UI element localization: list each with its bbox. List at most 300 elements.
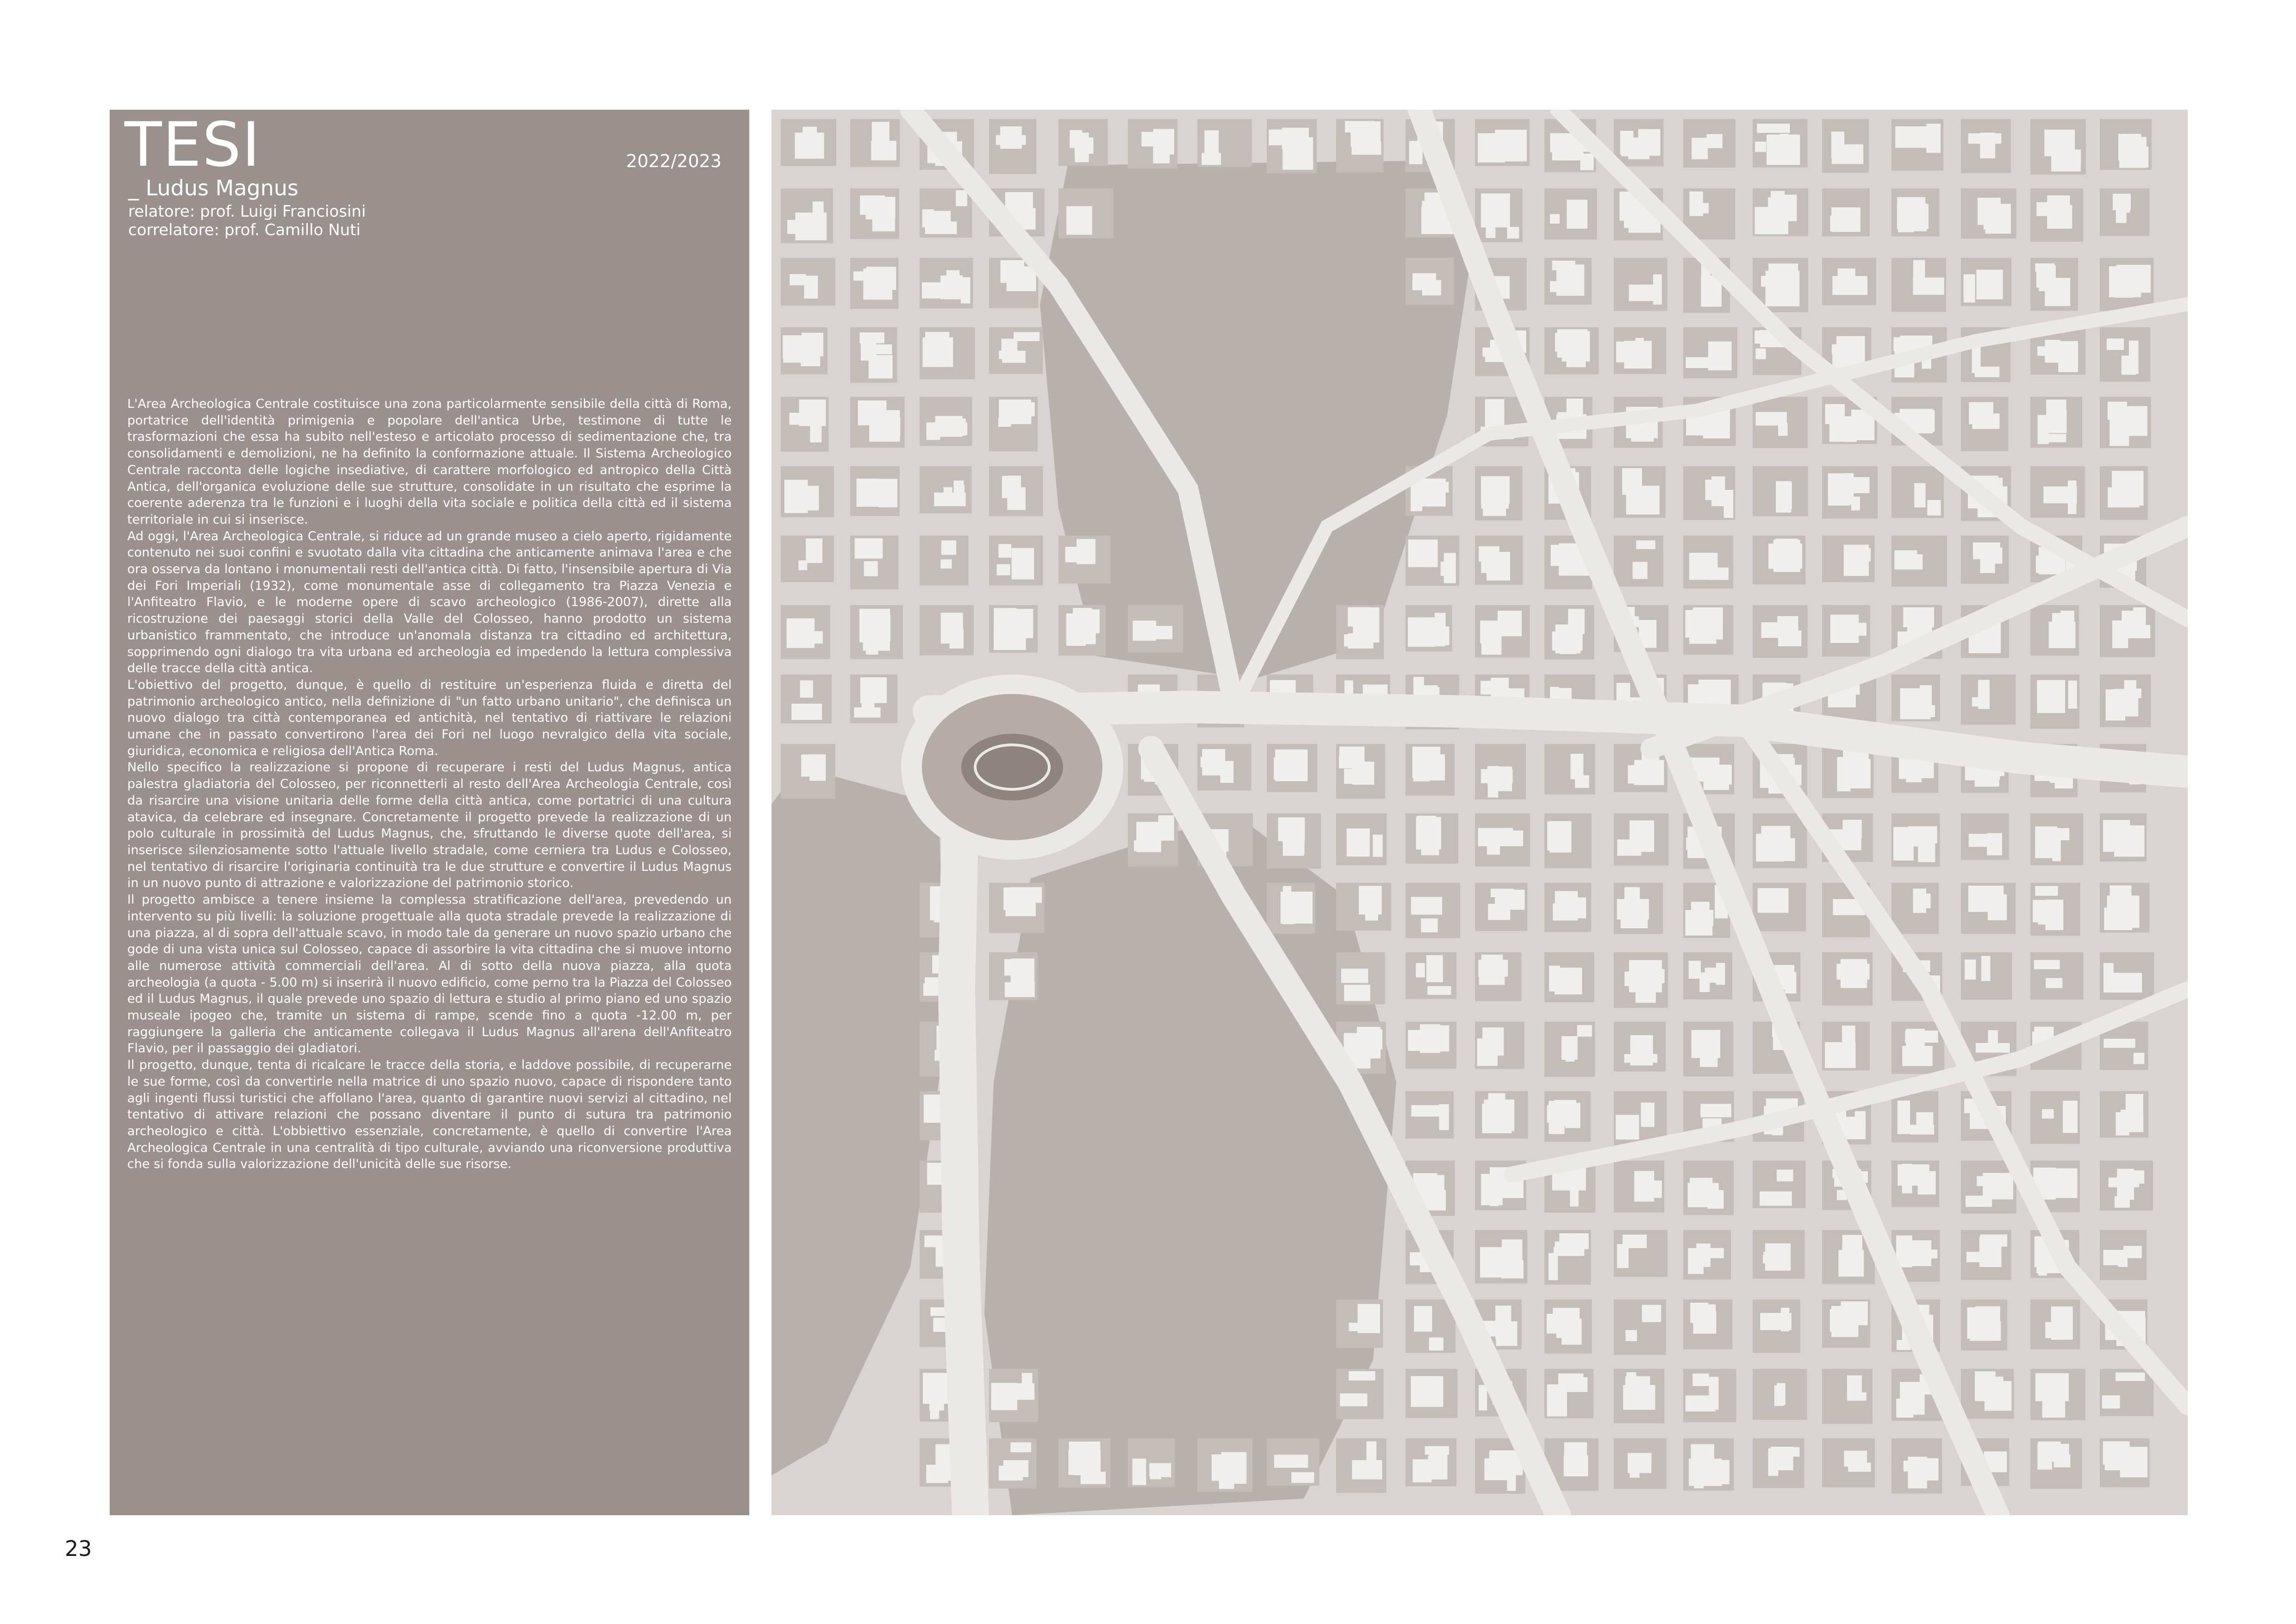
building-footprint xyxy=(1134,840,1157,851)
building-footprint xyxy=(872,217,895,231)
building-footprint xyxy=(2102,1395,2120,1408)
building-footprint xyxy=(1481,769,1513,783)
building-footprint xyxy=(1496,194,1506,215)
building-footprint xyxy=(927,423,940,440)
building-footprint xyxy=(790,274,806,285)
building-footprint xyxy=(2106,689,2125,720)
building-footprint xyxy=(1832,276,1867,295)
building-footprint xyxy=(871,141,896,160)
building-footprint xyxy=(1274,757,1304,780)
thesis-title: TESI xyxy=(124,109,261,181)
building-footprint xyxy=(925,332,949,357)
building-footprint xyxy=(2104,907,2132,930)
site-map xyxy=(772,110,2188,1515)
building-footprint xyxy=(997,564,1010,575)
building-footprint xyxy=(1416,963,1425,977)
building-footprint xyxy=(1617,899,1649,919)
building-footprint xyxy=(2046,978,2062,988)
building-footprint xyxy=(1482,1104,1512,1133)
building-footprint xyxy=(1507,1458,1516,1491)
building-footprint xyxy=(2117,885,2131,906)
building-footprint xyxy=(1768,543,1802,569)
body-paragraph: L'obiettivo del progetto, dunque, è quello di restituire un'esperienza fluida e diretta del patrimonio archeologico antico, nella definizione di "un fatto urbano unitario", che definisca un nuovo dialogo tra città contemporanea ed antichità, nel tentativo di riattivare le relazioni umane che in passato convertirono l'area dei Fori nel luogo nevralgico della vita sociale, giuridica, economica e religiosa dell'Antica Roma. xyxy=(127,677,732,758)
building-footprint xyxy=(2123,1246,2142,1258)
building-footprint xyxy=(1918,1171,1936,1195)
building-footprint xyxy=(1201,757,1220,767)
building-footprint xyxy=(1686,357,1708,368)
building-footprint xyxy=(1016,402,1035,416)
building-footprint xyxy=(1777,1383,1786,1405)
building-footprint xyxy=(1926,124,1941,153)
building-footprint xyxy=(1480,620,1499,643)
building-footprint xyxy=(866,624,878,655)
building-footprint xyxy=(1479,1385,1487,1411)
building-footprint xyxy=(1089,609,1100,633)
building-footprint xyxy=(861,342,876,361)
building-footprint xyxy=(1642,1305,1661,1322)
building-footprint xyxy=(1831,207,1860,232)
building-footprint xyxy=(804,276,818,299)
building-footprint xyxy=(1567,200,1587,229)
building-footprint xyxy=(1898,1100,1910,1134)
building-footprint xyxy=(1564,1455,1588,1476)
building-footprint xyxy=(1349,1371,1375,1380)
building-footprint xyxy=(2103,963,2114,993)
body-paragraph: Ad oggi, l'Area Archeologica Centrale, si riduce ad un grande museo a cielo aperto, rigidamente contenuto nei suoi confini e svuotato dalla vita cittadina che anticamente animava l'area e che ora osserva da lontano i monumentali resti dell'antica città. Di fatto, l'insensibile apertura di Via dei Fori Imperiali (1932), come monumentale asse di collegamento tra Piazza Venezia e l'Anfiteatro Flavio, e le moderne opere di scavo archeologico (1986-2007), dirette alla ricostruzione dei paesaggi storici della Valle del Colosseo, hanno prodotto un sistema urbanistico frammentato, che introduce un'anomala distanza tra cittadino ed architettura, sopprimendo ogni dialogo tra vita urbana ed archeologia ed impedendo la lettura complessiva delle tracce della città antica. xyxy=(127,529,732,676)
building-footprint xyxy=(1373,835,1382,857)
building-footprint xyxy=(1760,1313,1792,1330)
building-footprint xyxy=(1507,227,1519,238)
building-footprint xyxy=(1755,412,1786,425)
building-footprint xyxy=(1913,260,1925,281)
building-footprint xyxy=(2045,278,2070,306)
building-footprint xyxy=(1340,1393,1367,1406)
building-footprint xyxy=(2103,1039,2135,1048)
building-footprint xyxy=(991,1383,1017,1410)
building-footprint xyxy=(1481,194,1510,228)
building-footprint xyxy=(1282,128,1309,150)
building-footprint xyxy=(1010,1443,1031,1452)
building-footprint xyxy=(1411,897,1442,914)
building-footprint xyxy=(1981,956,1991,981)
building-footprint xyxy=(1757,124,1790,133)
building-footprint xyxy=(1616,1115,1639,1139)
building-footprint xyxy=(1685,910,1712,936)
building-footprint xyxy=(2110,973,2142,993)
building-footprint xyxy=(2037,1443,2052,1469)
building-footprint xyxy=(1495,130,1527,161)
building-footprint xyxy=(956,190,967,206)
building-footprint xyxy=(1478,960,1508,977)
building-footprint xyxy=(2116,1373,2145,1381)
building-footprint xyxy=(1688,1183,1719,1207)
building-footprint xyxy=(1653,275,1662,305)
building-footprint xyxy=(2115,406,2147,436)
building-footprint xyxy=(2048,205,2072,229)
building-footprint xyxy=(1413,747,1430,781)
building-footprint xyxy=(2125,688,2141,698)
building-footprint xyxy=(1491,889,1514,897)
building-footprint xyxy=(1552,261,1575,270)
building-footprint xyxy=(1843,416,1857,442)
building-footprint xyxy=(941,613,963,644)
building-footprint xyxy=(2045,1171,2066,1198)
building-footprint xyxy=(861,685,874,710)
building-footprint xyxy=(998,544,1011,557)
building-footprint xyxy=(1626,486,1660,514)
building-footprint xyxy=(2109,1178,2139,1187)
building-footprint xyxy=(996,135,1026,145)
credits xyxy=(128,202,366,239)
building-footprint xyxy=(791,704,822,720)
building-footprint xyxy=(1291,1472,1314,1483)
building-footprint xyxy=(1481,1174,1503,1206)
building-footprint xyxy=(1755,349,1766,359)
building-footprint xyxy=(1964,274,1975,302)
building-footprint xyxy=(1976,269,2003,299)
building-footprint xyxy=(1842,1025,1855,1055)
building-footprint xyxy=(1429,1451,1447,1479)
building-footprint xyxy=(2058,341,2078,372)
body-text xyxy=(127,396,732,1173)
building-footprint xyxy=(1841,759,1871,788)
building-footprint xyxy=(806,538,822,563)
building-footprint xyxy=(2034,960,2060,969)
building-footprint xyxy=(1980,544,1995,573)
building-footprint xyxy=(1841,959,1867,988)
building-footprint xyxy=(1141,132,1167,146)
site-map-drawing xyxy=(772,110,2188,1515)
building-footprint xyxy=(1065,547,1095,562)
building-footprint xyxy=(1706,134,1722,148)
building-footprint xyxy=(1768,1449,1779,1476)
building-footprint xyxy=(2037,346,2070,356)
building-footprint xyxy=(1699,973,1710,992)
building-footprint xyxy=(1411,1105,1442,1117)
building-footprint xyxy=(2051,1306,2073,1340)
building-footprint xyxy=(1344,634,1374,646)
building-footprint xyxy=(813,201,824,235)
relatore-label: relatore: prof. Luigi Franciosini xyxy=(128,202,366,221)
building-footprint xyxy=(787,220,816,234)
building-footprint xyxy=(1352,1460,1382,1480)
building-footprint xyxy=(1557,329,1588,357)
building-footprint xyxy=(1201,153,1221,165)
building-footprint xyxy=(1550,214,1560,224)
via-di-san-gregorio xyxy=(957,767,971,1515)
building-footprint xyxy=(1969,834,1987,847)
building-footprint xyxy=(2116,265,2151,293)
body-paragraph: Nello specifico la realizzazione si propone di recuperare i resti del Ludus Magnus, antica palestra gladiatoria del Colosseo, per riconnetterli al resto dell'Area Archeologia Centrale, così da risarcire una visione unitaria delle forme della città antica, come portatrici di una cultura atavica, da celebrare ed insegnare. Concretamente il progetto prevede la realizzazione di un polo culturale in prossimità del Ludus Magnus, che, sfruttando le diverse quote dell'area, si inserisce silenziosamente sotto l'attuale livello stradale, come cerniera tra Ludus e Colosseo, nel tentativo di risarcire l'originaria continuità tra le due strutture e convertire il Ludus Magnus in un nuovo punto di attrazione e valorizzazione del patrimonio storico. xyxy=(127,760,732,891)
building-footprint xyxy=(1075,132,1089,162)
building-footprint xyxy=(1498,611,1522,636)
building-footprint xyxy=(1977,1176,2010,1186)
correlatore-label: correlatore: prof. Camillo Nuti xyxy=(128,221,361,239)
building-footprint xyxy=(2044,130,2075,156)
academic-year: 2022/2023 xyxy=(626,151,722,171)
building-footprint xyxy=(784,480,808,513)
building-footprint xyxy=(1708,342,1732,370)
building-footprint xyxy=(2126,1094,2143,1118)
building-footprint xyxy=(1149,1463,1171,1477)
building-footprint xyxy=(1630,820,1654,852)
building-footprint xyxy=(2042,1109,2054,1118)
building-footprint xyxy=(941,540,956,555)
building-footprint xyxy=(2129,147,2149,168)
building-footprint xyxy=(1066,613,1086,646)
building-footprint xyxy=(1716,1460,1730,1484)
building-footprint xyxy=(1427,986,1451,995)
building-footprint xyxy=(1689,961,1701,979)
building-footprint xyxy=(1420,1024,1440,1053)
building-footprint xyxy=(940,559,952,568)
building-footprint xyxy=(1012,548,1034,580)
building-footprint xyxy=(1488,904,1510,920)
building-footprint xyxy=(1758,888,1789,912)
building-footprint xyxy=(1633,562,1648,579)
building-footprint xyxy=(1411,1376,1443,1407)
building-footprint xyxy=(1636,540,1655,549)
building-footprint xyxy=(2043,828,2070,840)
building-footprint xyxy=(1009,887,1042,903)
building-footprint xyxy=(2042,1386,2065,1418)
building-footprint xyxy=(1634,760,1664,785)
building-footprint xyxy=(783,341,809,362)
celio-park xyxy=(984,813,1396,1515)
building-footprint xyxy=(944,487,952,499)
building-footprint xyxy=(1641,1103,1654,1127)
building-footprint xyxy=(1570,754,1583,779)
building-footprint xyxy=(956,485,965,497)
building-footprint xyxy=(1570,1174,1579,1206)
building-footprint xyxy=(1408,539,1437,567)
building-footprint xyxy=(1341,968,1368,983)
building-footprint xyxy=(1555,1242,1579,1256)
building-footprint xyxy=(1689,192,1703,216)
building-footprint xyxy=(1903,607,1934,627)
building-footprint xyxy=(1692,138,1708,159)
building-footprint xyxy=(1414,1306,1432,1331)
building-footprint xyxy=(1219,1471,1234,1489)
building-footprint xyxy=(1274,1455,1308,1468)
building-footprint xyxy=(1436,635,1445,646)
text-panel xyxy=(110,110,749,1515)
building-footprint xyxy=(1700,1104,1731,1117)
building-footprint xyxy=(1900,1382,1924,1415)
building-footprint xyxy=(795,132,824,158)
building-footprint xyxy=(1709,568,1729,580)
building-footprint xyxy=(1347,828,1370,856)
building-footprint xyxy=(1685,610,1705,638)
building-footprint xyxy=(1580,154,1593,170)
body-paragraph: Il progetto, dunque, tenta di ricalcare le tracce della storia, e laddove possibile, di recuperarne le sue forme, così da convertirle nella matrice di uno spazio nuovo, capace di rispondere tanto agli ingenti flussi turistici che affollano l'area, quanto di garantire nuovi servizi al cittadino, nel tentativo di attivare relazioni che possano diventare il punto di sutura tra patrimonio archeologico e città. L'obbiettivo essenziale, concretamente, è quello di convertire l'Area Archeologica Centrale in una centralità di tipo culturale, avviando una riconversione produttiva che si fonda sulla valorizzazione dell'unicità delle sue risorse. xyxy=(127,1058,732,1172)
building-footprint xyxy=(1007,267,1036,291)
building-footprint xyxy=(1220,761,1234,783)
building-footprint xyxy=(1771,191,1785,214)
building-footprint xyxy=(1784,195,1797,221)
building-footprint xyxy=(857,479,880,507)
building-footprint xyxy=(1417,816,1436,849)
building-footprint xyxy=(1692,1030,1720,1058)
building-footprint xyxy=(1547,1384,1567,1416)
building-footprint xyxy=(1848,623,1867,636)
building-footprint xyxy=(1481,547,1494,573)
building-footprint xyxy=(809,754,826,781)
building-footprint xyxy=(1895,126,1928,148)
building-footprint xyxy=(1359,886,1382,914)
building-footprint xyxy=(1636,338,1644,358)
building-footprint xyxy=(1551,545,1563,566)
building-footprint xyxy=(1014,332,1039,341)
building-footprint xyxy=(1697,1248,1724,1258)
building-footprint xyxy=(2116,200,2127,223)
building-footprint xyxy=(1566,1041,1574,1062)
building-footprint xyxy=(1927,500,1941,515)
building-footprint xyxy=(1628,137,1649,159)
building-footprint xyxy=(1549,1253,1558,1280)
building-footprint xyxy=(1633,1453,1652,1462)
building-footprint xyxy=(924,211,951,224)
building-footprint xyxy=(1825,404,1845,424)
building-footprint xyxy=(1547,1106,1569,1123)
building-footprint xyxy=(1988,1030,1997,1049)
body-paragraph: L'Area Archeologica Centrale costituisce una zona particolarmente sensibile della città di Roma, portatrice dell'identità primigenia e popolare dell'antica Urbe, testimone di tutte le trasformazioni che essa ha subito nell'esteso e articolato processo di sedimentazione che, tra consolidamenti e demolizioni, ne ha definito la conformazione attuale. Il Sistema Archeologico Centrale racconta delle logiche insediative, di carattere morfologico ed antropico della Città Antica, dell'organica evoluzione delle sue strutture, consolidate in un risultato che esprime la coerente aderenza tra le funzioni e i luoghi della vita sociale e politica della città ed il sistema territoriale in cui si inserisce. xyxy=(127,397,732,527)
building-footprint xyxy=(952,418,965,436)
building-footprint xyxy=(1694,1469,1704,1488)
building-footprint xyxy=(860,195,885,215)
building-footprint xyxy=(1900,1240,1931,1266)
building-footprint xyxy=(1984,215,2006,229)
building-footprint xyxy=(1421,918,1437,932)
building-footprint xyxy=(1716,963,1725,985)
building-footprint xyxy=(1412,280,1441,290)
building-footprint xyxy=(864,561,878,576)
building-footprint xyxy=(2068,681,2077,709)
building-footprint xyxy=(1567,898,1586,918)
building-footprint xyxy=(1272,681,1292,693)
building-footprint xyxy=(1344,985,1370,1001)
building-footprint xyxy=(810,411,821,443)
building-footprint xyxy=(1893,828,1914,861)
building-footprint xyxy=(1848,477,1869,493)
building-footprint xyxy=(2043,434,2066,442)
building-footprint xyxy=(940,275,963,300)
building-footprint xyxy=(1624,972,1650,986)
building-footprint xyxy=(1022,1373,1033,1392)
building-footprint xyxy=(1547,821,1565,850)
building-footprint xyxy=(1755,142,1766,152)
building-footprint xyxy=(1153,145,1170,163)
building-footprint xyxy=(787,618,815,648)
building-footprint xyxy=(1008,475,1021,506)
building-footprint xyxy=(1567,1377,1587,1392)
building-footprint xyxy=(1150,626,1172,639)
building-footprint xyxy=(1349,1323,1379,1331)
building-footprint xyxy=(2043,487,2077,503)
building-footprint xyxy=(1905,1031,1938,1043)
building-footprint xyxy=(800,681,813,698)
building-footprint xyxy=(1860,548,1871,562)
building-footprint xyxy=(2129,341,2139,374)
building-footprint xyxy=(1966,1196,1992,1207)
building-footprint xyxy=(1968,133,2002,144)
page-number: 23 xyxy=(65,1536,92,1561)
building-footprint xyxy=(1351,141,1381,155)
building-footprint xyxy=(1902,1046,1932,1066)
building-footprint xyxy=(1686,416,1708,435)
building-footprint xyxy=(2036,202,2049,216)
building-footprint xyxy=(2122,611,2134,630)
building-footprint xyxy=(1783,482,1792,509)
building-footprint xyxy=(961,277,971,304)
building-footprint xyxy=(1979,1237,2002,1267)
city-block xyxy=(2030,952,2084,999)
building-footprint xyxy=(1894,550,1917,566)
building-footprint xyxy=(1987,833,2002,856)
building-footprint xyxy=(1778,631,1801,646)
building-footprint xyxy=(1918,829,1935,862)
building-footprint xyxy=(1832,144,1863,164)
building-footprint xyxy=(1690,1303,1708,1323)
building-footprint xyxy=(1068,1450,1101,1475)
building-footprint xyxy=(1970,1321,2001,1341)
building-footprint xyxy=(1777,1169,1793,1181)
building-footprint xyxy=(930,355,950,365)
building-footprint xyxy=(1766,271,1800,306)
colosseum xyxy=(901,675,1123,860)
building-footprint xyxy=(1011,958,1034,990)
building-footprint xyxy=(1830,1309,1847,1332)
building-footprint xyxy=(1760,1192,1792,1206)
building-footprint xyxy=(1549,966,1560,992)
building-footprint xyxy=(869,410,900,442)
building-footprint xyxy=(1419,479,1445,506)
building-footprint xyxy=(1916,1112,1933,1130)
building-footprint xyxy=(1621,917,1648,928)
building-footprint xyxy=(1969,402,1993,425)
building-footprint xyxy=(2054,1455,2071,1468)
building-footprint xyxy=(1914,483,1925,508)
building-footprint xyxy=(1990,1185,2004,1195)
building-footprint xyxy=(2037,680,2065,713)
building-footprint xyxy=(1848,1393,1867,1401)
building-footprint xyxy=(999,1466,1023,1480)
building-footprint xyxy=(1763,1252,1775,1263)
building-footprint xyxy=(1692,1374,1709,1386)
building-footprint xyxy=(1972,697,1985,706)
building-footprint xyxy=(999,350,1012,359)
building-footprint xyxy=(1132,1459,1146,1485)
building-footprint xyxy=(855,538,883,559)
building-footprint xyxy=(1556,1323,1565,1338)
building-footprint xyxy=(2036,556,2066,573)
building-footprint xyxy=(1968,886,2004,912)
building-footprint xyxy=(2118,1258,2128,1267)
building-footprint xyxy=(1426,955,1443,982)
building-footprint xyxy=(2038,1262,2047,1275)
building-footprint xyxy=(1756,834,1783,862)
building-footprint xyxy=(1848,1462,1871,1472)
building-footprint xyxy=(859,332,884,343)
building-footprint xyxy=(1204,131,1219,154)
building-footprint xyxy=(1486,228,1495,238)
building-footprint xyxy=(1577,1025,1592,1037)
building-footprint xyxy=(2134,1053,2145,1064)
building-footprint xyxy=(1552,631,1583,650)
building-footprint xyxy=(1623,1385,1655,1410)
building-footprint xyxy=(1283,886,1291,918)
building-footprint xyxy=(1652,1181,1662,1198)
